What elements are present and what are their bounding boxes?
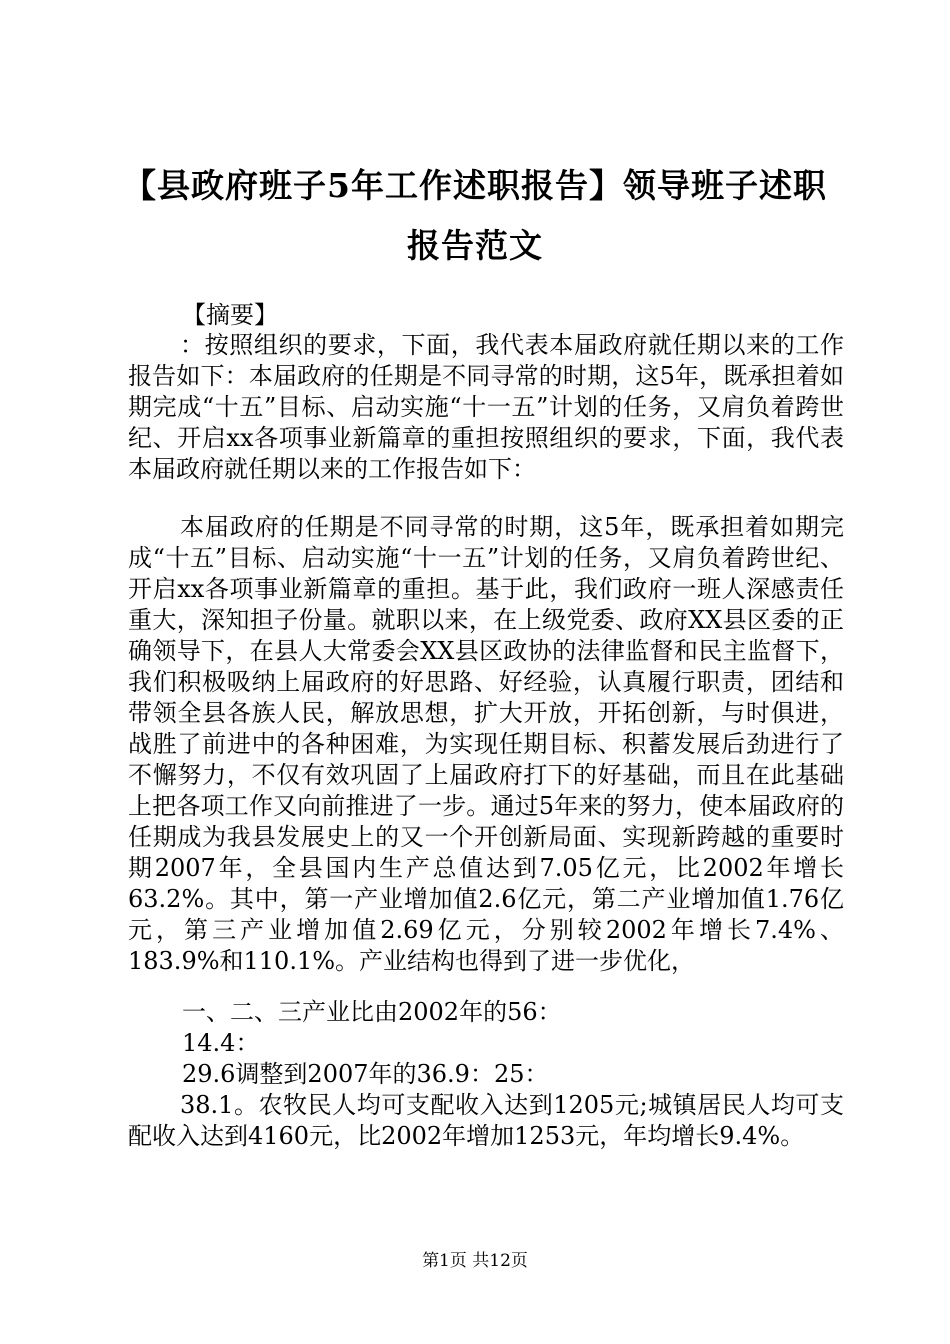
- ratio-line-2: 14.4：: [182, 1029, 260, 1057]
- document-title: 【县政府班子5年工作述职报告】领导班子述职报告范文: [123, 166, 827, 265]
- summary-label: 【摘要】: [182, 301, 278, 329]
- ratio-line-1: 一、二、三产业比由2002年的56：: [182, 998, 562, 1026]
- ratio-line-3: 29.6调整到2007年的36.9：25：: [182, 1060, 549, 1088]
- summary-paragraph: ：按照组织的要求，下面，我代表本届政府就任期以来的工作报告如下：本届政府的任期是不同寻常的时期，这5年，既承担着如期完成“十五”目标、启动实施“十一五”计划的任务，又肩负着跨世纪、开启xx各项事业新篇章的重担按照组织的要求，下面，我代表本届政府就任期以来的工作报告如下：: [128, 331, 844, 483]
- body-paragraph: 本届政府的任期是不同寻常的时期，这5年，既承担着如期完成“十五”目标、启动实施“十一五”计划的任务，又肩负着跨世纪、开启xx各项事业新篇章的重担。基于此，我们政府一班人深感责任重大，深知担子份量。就职以来，在上级党委、政府XX县区委的正确领导下，在县人大常委会XX县区政协的法律监督和民主监督下，我们积极吸纳上届政府的好思路、好经验，认真履行职责，团结和带领全县各族人民，解放思想，扩大开放，开拓创新，与时俱进，战胜了前进中的各种困难，为实现任期目标、积蓄发展后劲进行了不懈努力，不仅有效巩固了上届政府打下的好基础，而且在此基础上把各项工作又向前推进了一步。通过5年来的努力，使本届政府的任期成为我县发展史上的又一个开创新局面、实现新跨越的重要时期2007年，全县国内生产总值达到7.05亿元，比2002年增长63.2%。其中，第一产业增加值2.6亿元，第二产业增加值1.76亿元，第三产业增加值2.69亿元，分别较2002年增长7.4%、183.9%和110.1%。产业结构也得到了进一步优化，: [128, 513, 844, 975]
- income-paragraph: 38.1。农牧民人均可支配收入达到1205元;城镇居民人均可支配收入达到4160元，比2002年增加1253元，年均增长9.4%。: [128, 1091, 844, 1150]
- page-footer: 第1页 共12页: [422, 1251, 528, 1271]
